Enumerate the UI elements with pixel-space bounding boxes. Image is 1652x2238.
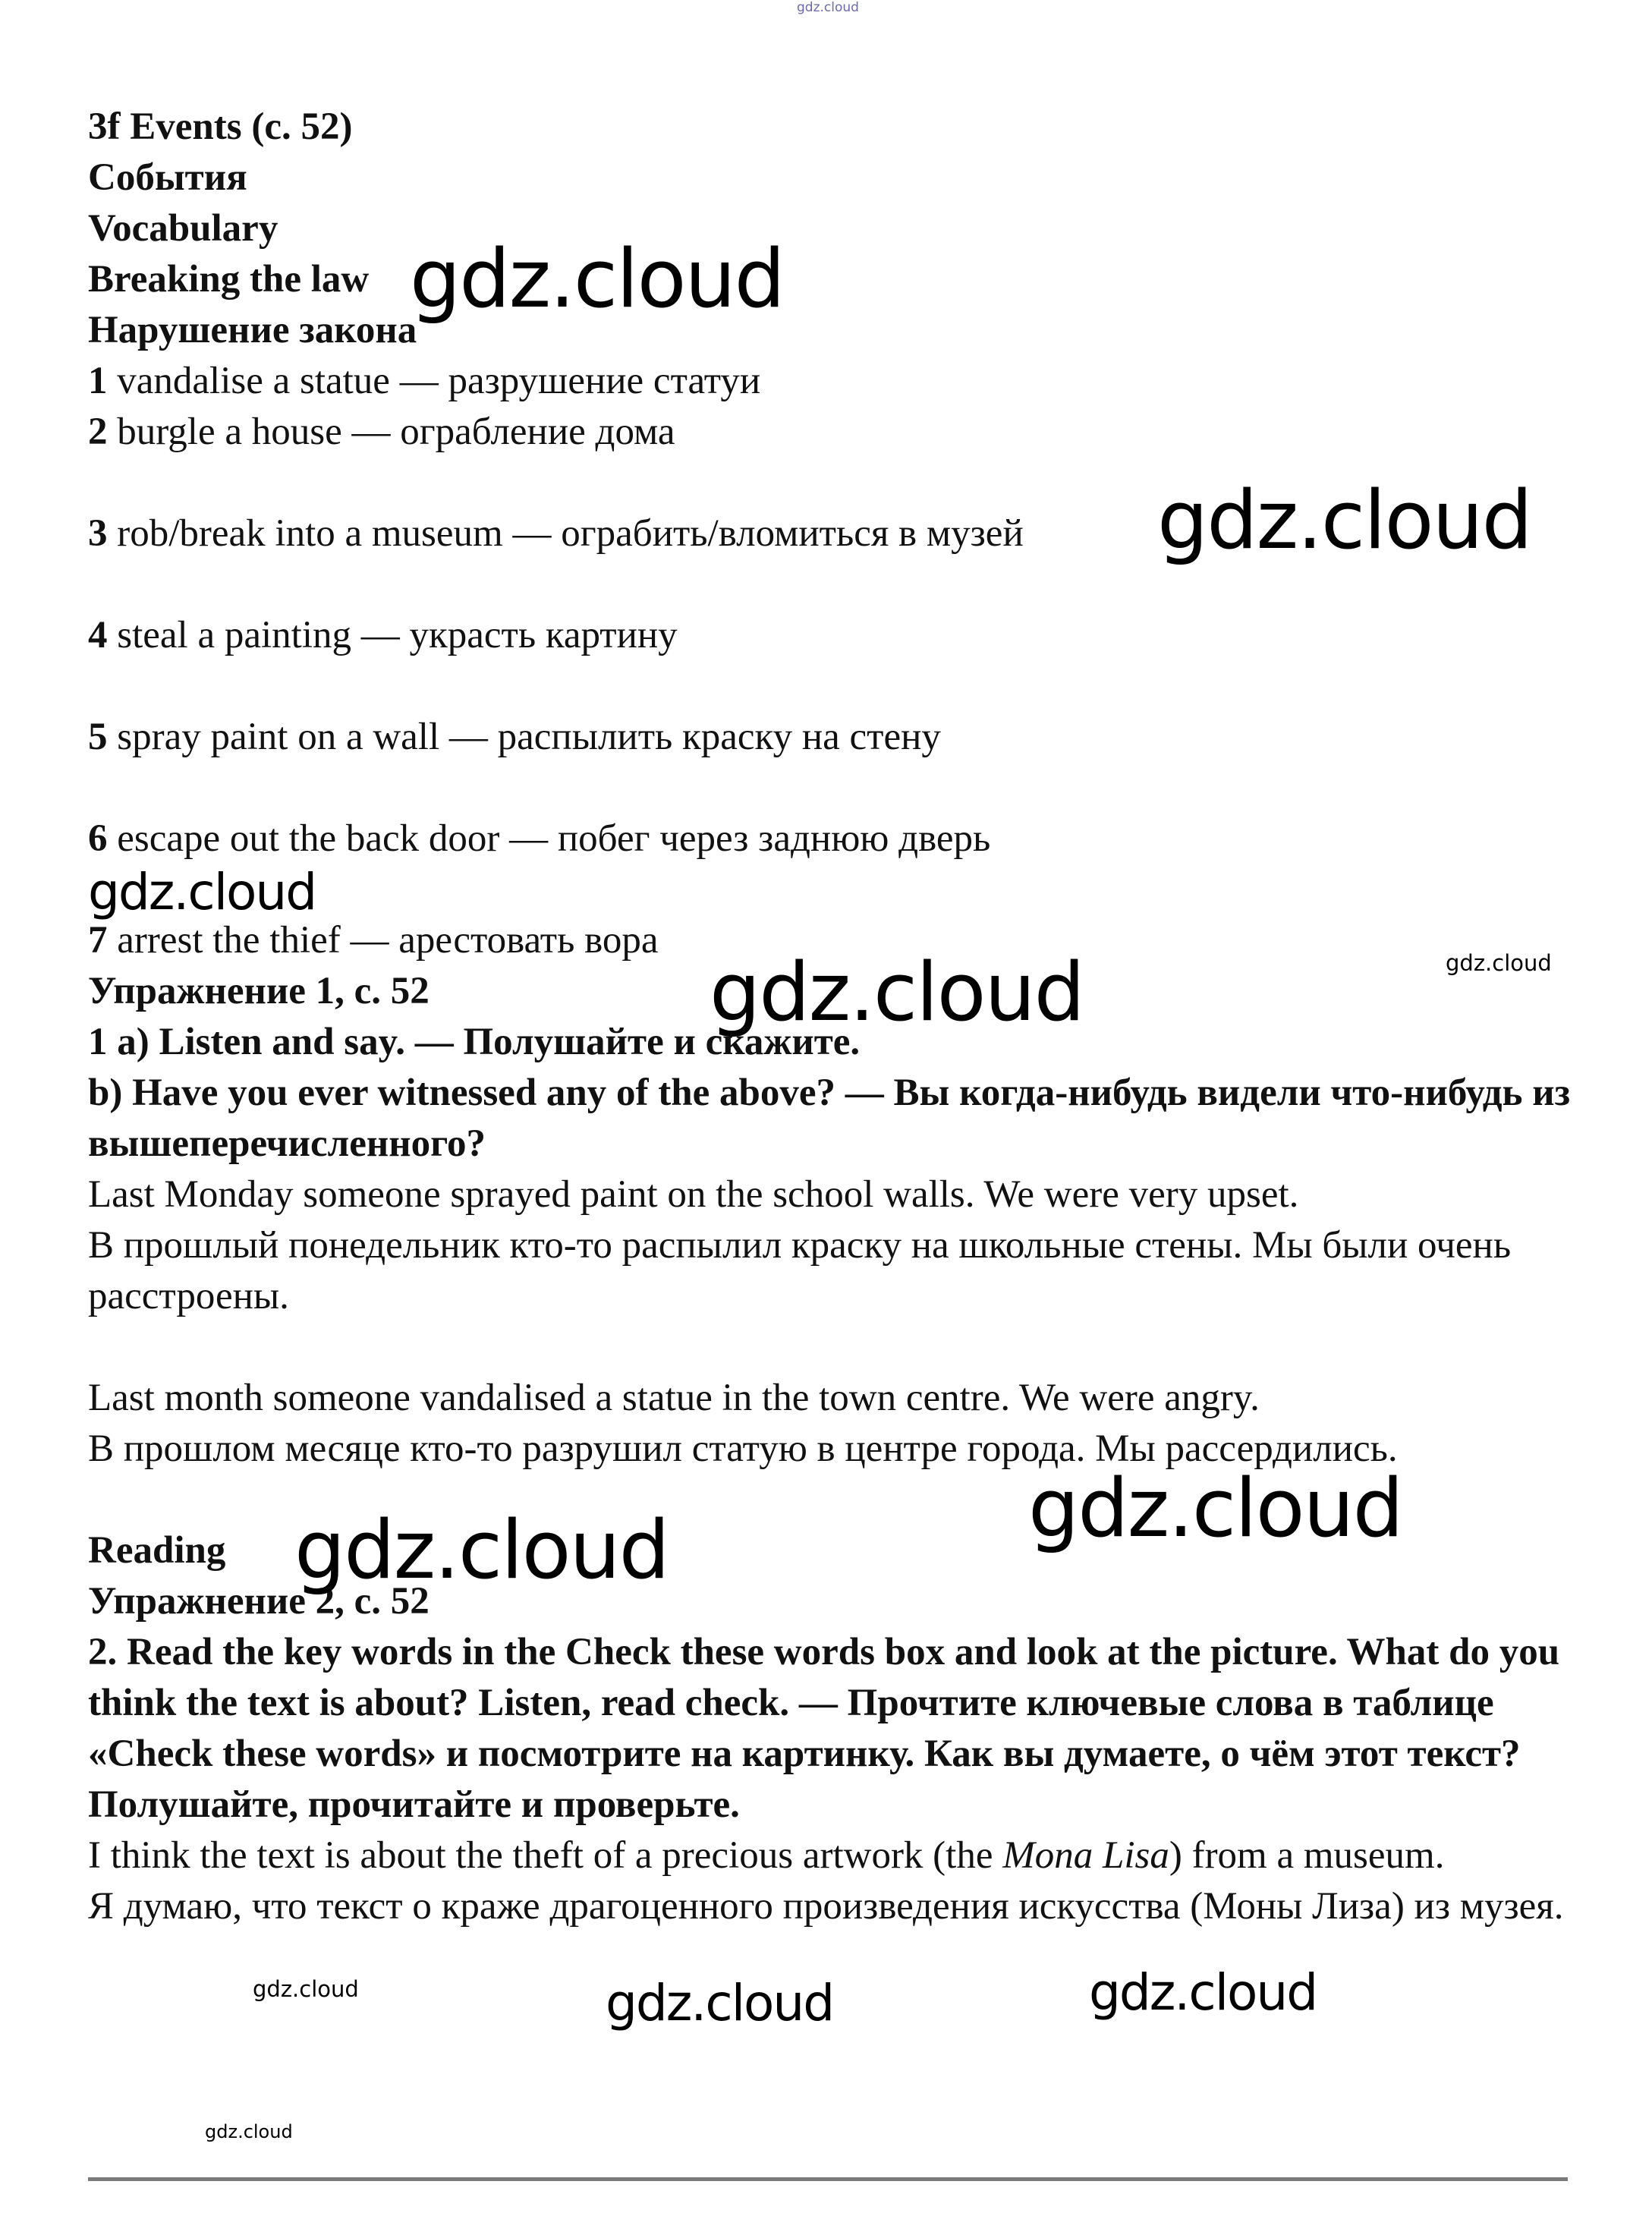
exercise-1-answer-1-en: Last Monday someone sprayed paint on the school walls. We were very upset. (88, 1173, 1299, 1216)
spacer (88, 559, 1575, 610)
subsection-heading-ru: Нарушение закона (88, 309, 417, 351)
exercise-2-answer-ru: Я думаю, что текст о краже драгоценного произведения искусства (Моны Лиза) из музея. (88, 1885, 1564, 1928)
watermark: gdz.cloud (1446, 950, 1552, 976)
watermark: gdz.cloud (606, 1974, 834, 2032)
exercise-1-answer-1-ru: В прошлый понедельник кто-то распылил краску на школьные стены. Мы были очень расстроены. (88, 1224, 1512, 1317)
vocab-item-1 (88, 356, 1575, 407)
answer-text: ) from a museum. (1169, 1834, 1445, 1877)
bottom-divider (88, 2177, 1568, 2181)
watermark: gdz.cloud (410, 232, 784, 326)
vocab-number: 6 (88, 817, 108, 860)
spacer (88, 661, 1575, 712)
spacer (88, 763, 1575, 814)
vocab-text: escape out the back door — побег через заднюю дверь (107, 817, 991, 860)
vocab-number: 2 (88, 411, 108, 453)
exercise-1-task-b: b) Have you ever witnessed any of the above? — Вы когда-нибудь видели что-нибудь из вышеперечисленного? (88, 1072, 1571, 1165)
watermark: gdz.cloud (797, 0, 859, 15)
watermark: gdz.cloud (88, 863, 316, 921)
vocab-item-2 (88, 407, 1575, 458)
exercise-1-answer-2-en: Last month someone vandalised a statue in the town centre. We were angry. (88, 1377, 1260, 1419)
watermark: gdz.cloud (710, 946, 1084, 1039)
watermark: gdz.cloud (1028, 1462, 1402, 1555)
watermark: gdz.cloud (253, 1976, 359, 2002)
artwork-title: Mona Lisa (1002, 1834, 1169, 1877)
watermark: gdz.cloud (294, 1503, 669, 1597)
exercise-2-answer-en (88, 1830, 1575, 1881)
vocab-text: spray paint on a wall — распылить краску на стену (107, 716, 941, 758)
exercise-1-title: Упражнение 1, с. 52 (88, 970, 430, 1012)
vocab-number: 3 (88, 512, 108, 555)
answer-text: I think the text is about the theft of a precious artwork (the (88, 1834, 1003, 1877)
exercise-2-title: Упражнение 2, с. 52 (88, 1580, 430, 1623)
vocab-text: rob/break into a museum — ограбить/вломиться в музей (107, 512, 1024, 555)
vocab-text: vandalise a statue — разрушение статуи (107, 360, 761, 402)
vocab-item-6 (88, 814, 1575, 864)
exercise-2-task: 2. Read the key words in the Check these words box and look at the picture. What do you think the text is about? Listen, read check. — Прочтите ключевые слова в таблице «Check these words» и посмотрите на картинку. Как вы думаете, о чём этот текст? Полушайте, прочитайте и проверьте. (88, 1631, 1560, 1826)
vocab-number: 7 (88, 919, 108, 962)
exercise-1-answer-2-ru: В прошлом месяце кто-то разрушил статую в центре города. Мы рассердились. (88, 1427, 1398, 1470)
watermark: gdz.cloud (1157, 474, 1531, 567)
section-heading-reading: Reading (88, 1529, 226, 1572)
spacer (88, 1322, 1575, 1373)
lesson-title: 3f Events (с. 52) (88, 105, 353, 148)
vocab-number: 1 (88, 360, 108, 402)
vocab-text: burgle a house — ограбление дома (107, 411, 675, 453)
section-heading-vocabulary: Vocabulary (88, 207, 278, 250)
vocab-text: steal a painting — украсть картину (107, 614, 678, 656)
watermark: gdz.cloud (205, 2121, 293, 2142)
lesson-title-ru: События (88, 156, 247, 199)
subsection-heading: Breaking the law (88, 258, 370, 301)
vocab-item-5 (88, 712, 1575, 763)
vocab-item-4 (88, 610, 1575, 661)
vocab-number: 4 (88, 614, 108, 656)
exercise-1-task-a: 1 a) Listen and say. — Полушайте и скажите. (88, 1021, 861, 1063)
vocab-number: 5 (88, 716, 108, 758)
vocab-text: arrest the thief — арестовать вора (107, 919, 659, 962)
watermark: gdz.cloud (1089, 1963, 1317, 2022)
